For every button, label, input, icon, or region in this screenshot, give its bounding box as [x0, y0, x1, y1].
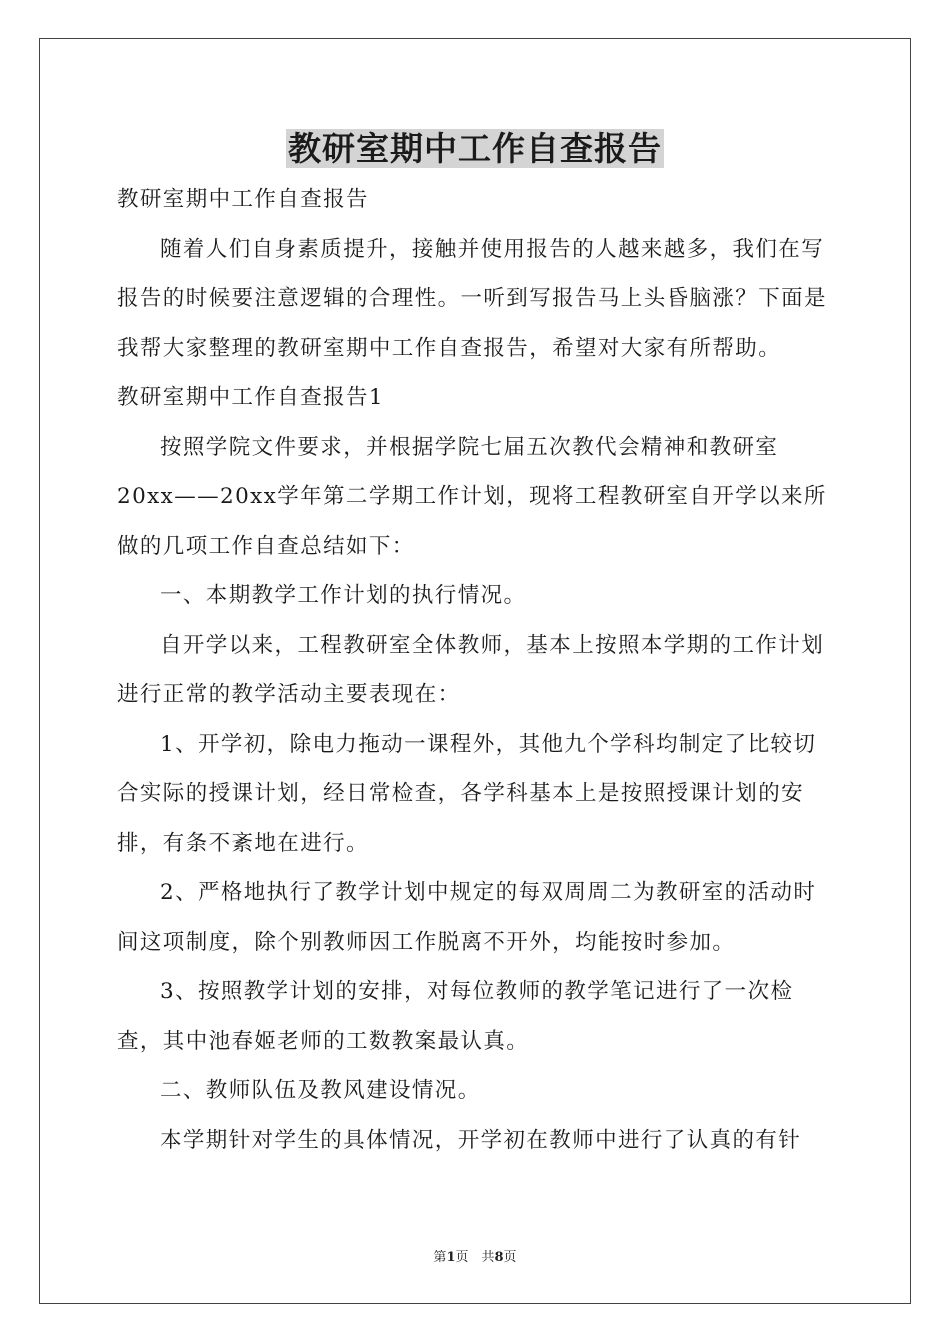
paragraph: 自开学以来，工程教研室全体教师，基本上按照本学期的工作计划进行正常的教学活动主要表现在： — [117, 632, 825, 707]
paragraph: 按照学院文件要求，并根据学院七届五次教代会精神和教研室20xx——20xx学年第二学期工作计划，现将工程教研室自开学以来所做的几项工作自查总结如下： — [117, 434, 827, 559]
paragraph: 2、严格地执行了教学计划中规定的每双周周二为教研室的活动时间这项制度，除个别教师因工作脱离不开外，均能按时参加。 — [117, 880, 817, 955]
paragraph: 教研室期中工作自查报告 — [117, 187, 369, 212]
paragraph: 教研室期中工作自查报告1 — [117, 385, 384, 410]
paragraph: 1、开学初，除电力拖动一课程外，其他九个学科均制定了比较切合实际的授课计划，经日常检查，各学科基本上是按照授课计划的安排，有条不紊地在进行。 — [117, 731, 817, 856]
paragraph: 一、本期教学工作计划的执行情况。 — [160, 583, 527, 608]
paragraph: 3、按照教学计划的安排，对每位教师的教学笔记进行了一次检查，其中池春姬老师的工数教案最认真。 — [117, 979, 794, 1054]
paragraph: 随着人们自身素质提升，接触并使用报告的人越来越多，我们在写报告的时候要注意逻辑的合理性。一听到写报告马上头昏脑涨？下面是我帮大家整理的教研室期中工作自查报告，希望对大家有所帮助。 — [117, 236, 827, 361]
paragraph: 二、教师队伍及教风建设情况。 — [160, 1078, 481, 1103]
document-body — [117, 175, 835, 1165]
page-footer: 第1页 共8页 — [433, 1250, 517, 1265]
document-title: 教研室期中工作自查报告 — [288, 129, 662, 168]
paragraph: 本学期针对学生的具体情况，开学初在教师中进行了认真的有针 — [160, 1127, 802, 1153]
